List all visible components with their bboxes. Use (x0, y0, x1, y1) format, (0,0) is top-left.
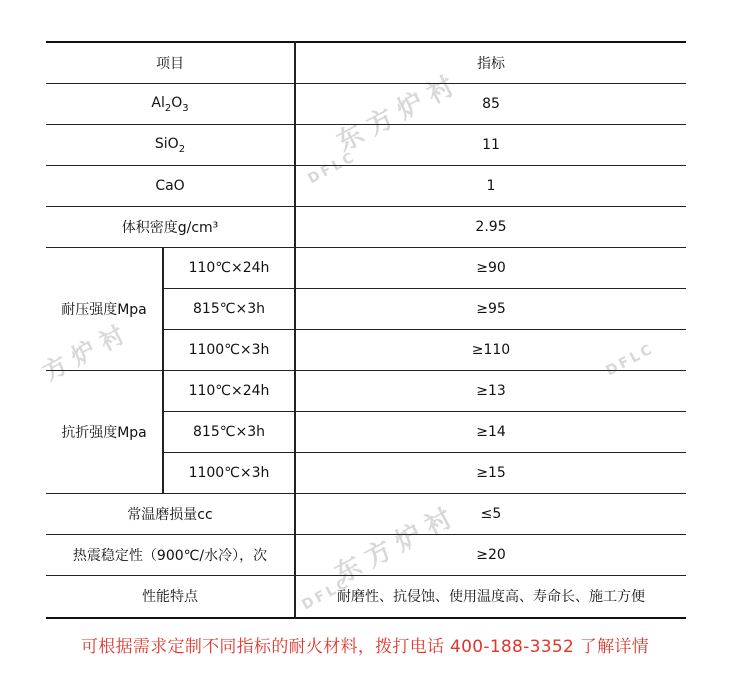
table-row (46, 576, 686, 618)
condition: 110℃×24h (163, 371, 295, 412)
spec-table (46, 41, 686, 619)
table-row (46, 166, 686, 207)
contact-footer: 可根据需求定制不同指标的耐火材料，拨打电话 400-188-3352 了解详情 (81, 637, 649, 657)
table-row (46, 535, 686, 576)
row-label: 常温磨损量cc (46, 494, 295, 535)
row-value: ≤5 (480, 506, 502, 522)
condition: 110℃×24h (163, 248, 295, 289)
row-value: 耐磨性、抗侵蚀、使用温度高、寿命长、施工方便 (337, 589, 645, 606)
row-label: 热震稳定性（900℃/水冷），次 (46, 535, 295, 576)
table-row (46, 371, 686, 412)
row-value: ≥14 (476, 424, 506, 440)
row-label: 体积密度g/cm³ (46, 207, 295, 248)
watermark-logo: DFLC (603, 340, 658, 380)
watermark-logo: DFLC (305, 148, 360, 188)
condition: 1100℃×3h (163, 453, 295, 494)
header-item: 项目 (46, 42, 295, 84)
watermark-logo: 东方炉衬 (332, 67, 467, 158)
row-label: CaO (46, 166, 295, 207)
row-value: ≥20 (476, 547, 506, 563)
row-value: 1 (486, 178, 496, 194)
table-row (46, 125, 686, 166)
row-value: ≥95 (476, 301, 506, 317)
table-row (46, 207, 686, 248)
table-row (46, 248, 686, 289)
condition: 815℃×3h (163, 289, 295, 330)
row-label: 性能特点 (46, 576, 295, 618)
header-row (46, 42, 686, 84)
condition: 815℃×3h (163, 412, 295, 453)
row-value: 11 (482, 137, 500, 153)
row-value: ≥110 (471, 342, 511, 358)
watermark-logo: 东方炉衬 (330, 499, 465, 590)
group-label-cold-crushing: 耐压强度Mpa (46, 248, 163, 371)
header-index: 指标 (477, 56, 505, 72)
watermark-logo: DFLC (299, 574, 354, 614)
table-row (46, 84, 686, 125)
row-value: 2.95 (475, 219, 507, 235)
table-row (46, 494, 686, 535)
row-label: $Al_2O_3$ (46, 84, 295, 125)
row-value: ≥15 (476, 465, 506, 481)
watermark-logo: 方炉衬 (38, 316, 137, 387)
row-value: ≥90 (476, 260, 506, 276)
group-label-flexural: 抗折强度Mpa (46, 371, 163, 494)
row-label: SiO$_2$ (46, 125, 295, 166)
condition: 1100℃×3h (163, 330, 295, 371)
row-value: ≥13 (476, 383, 506, 399)
row-value: 85 (482, 96, 500, 112)
